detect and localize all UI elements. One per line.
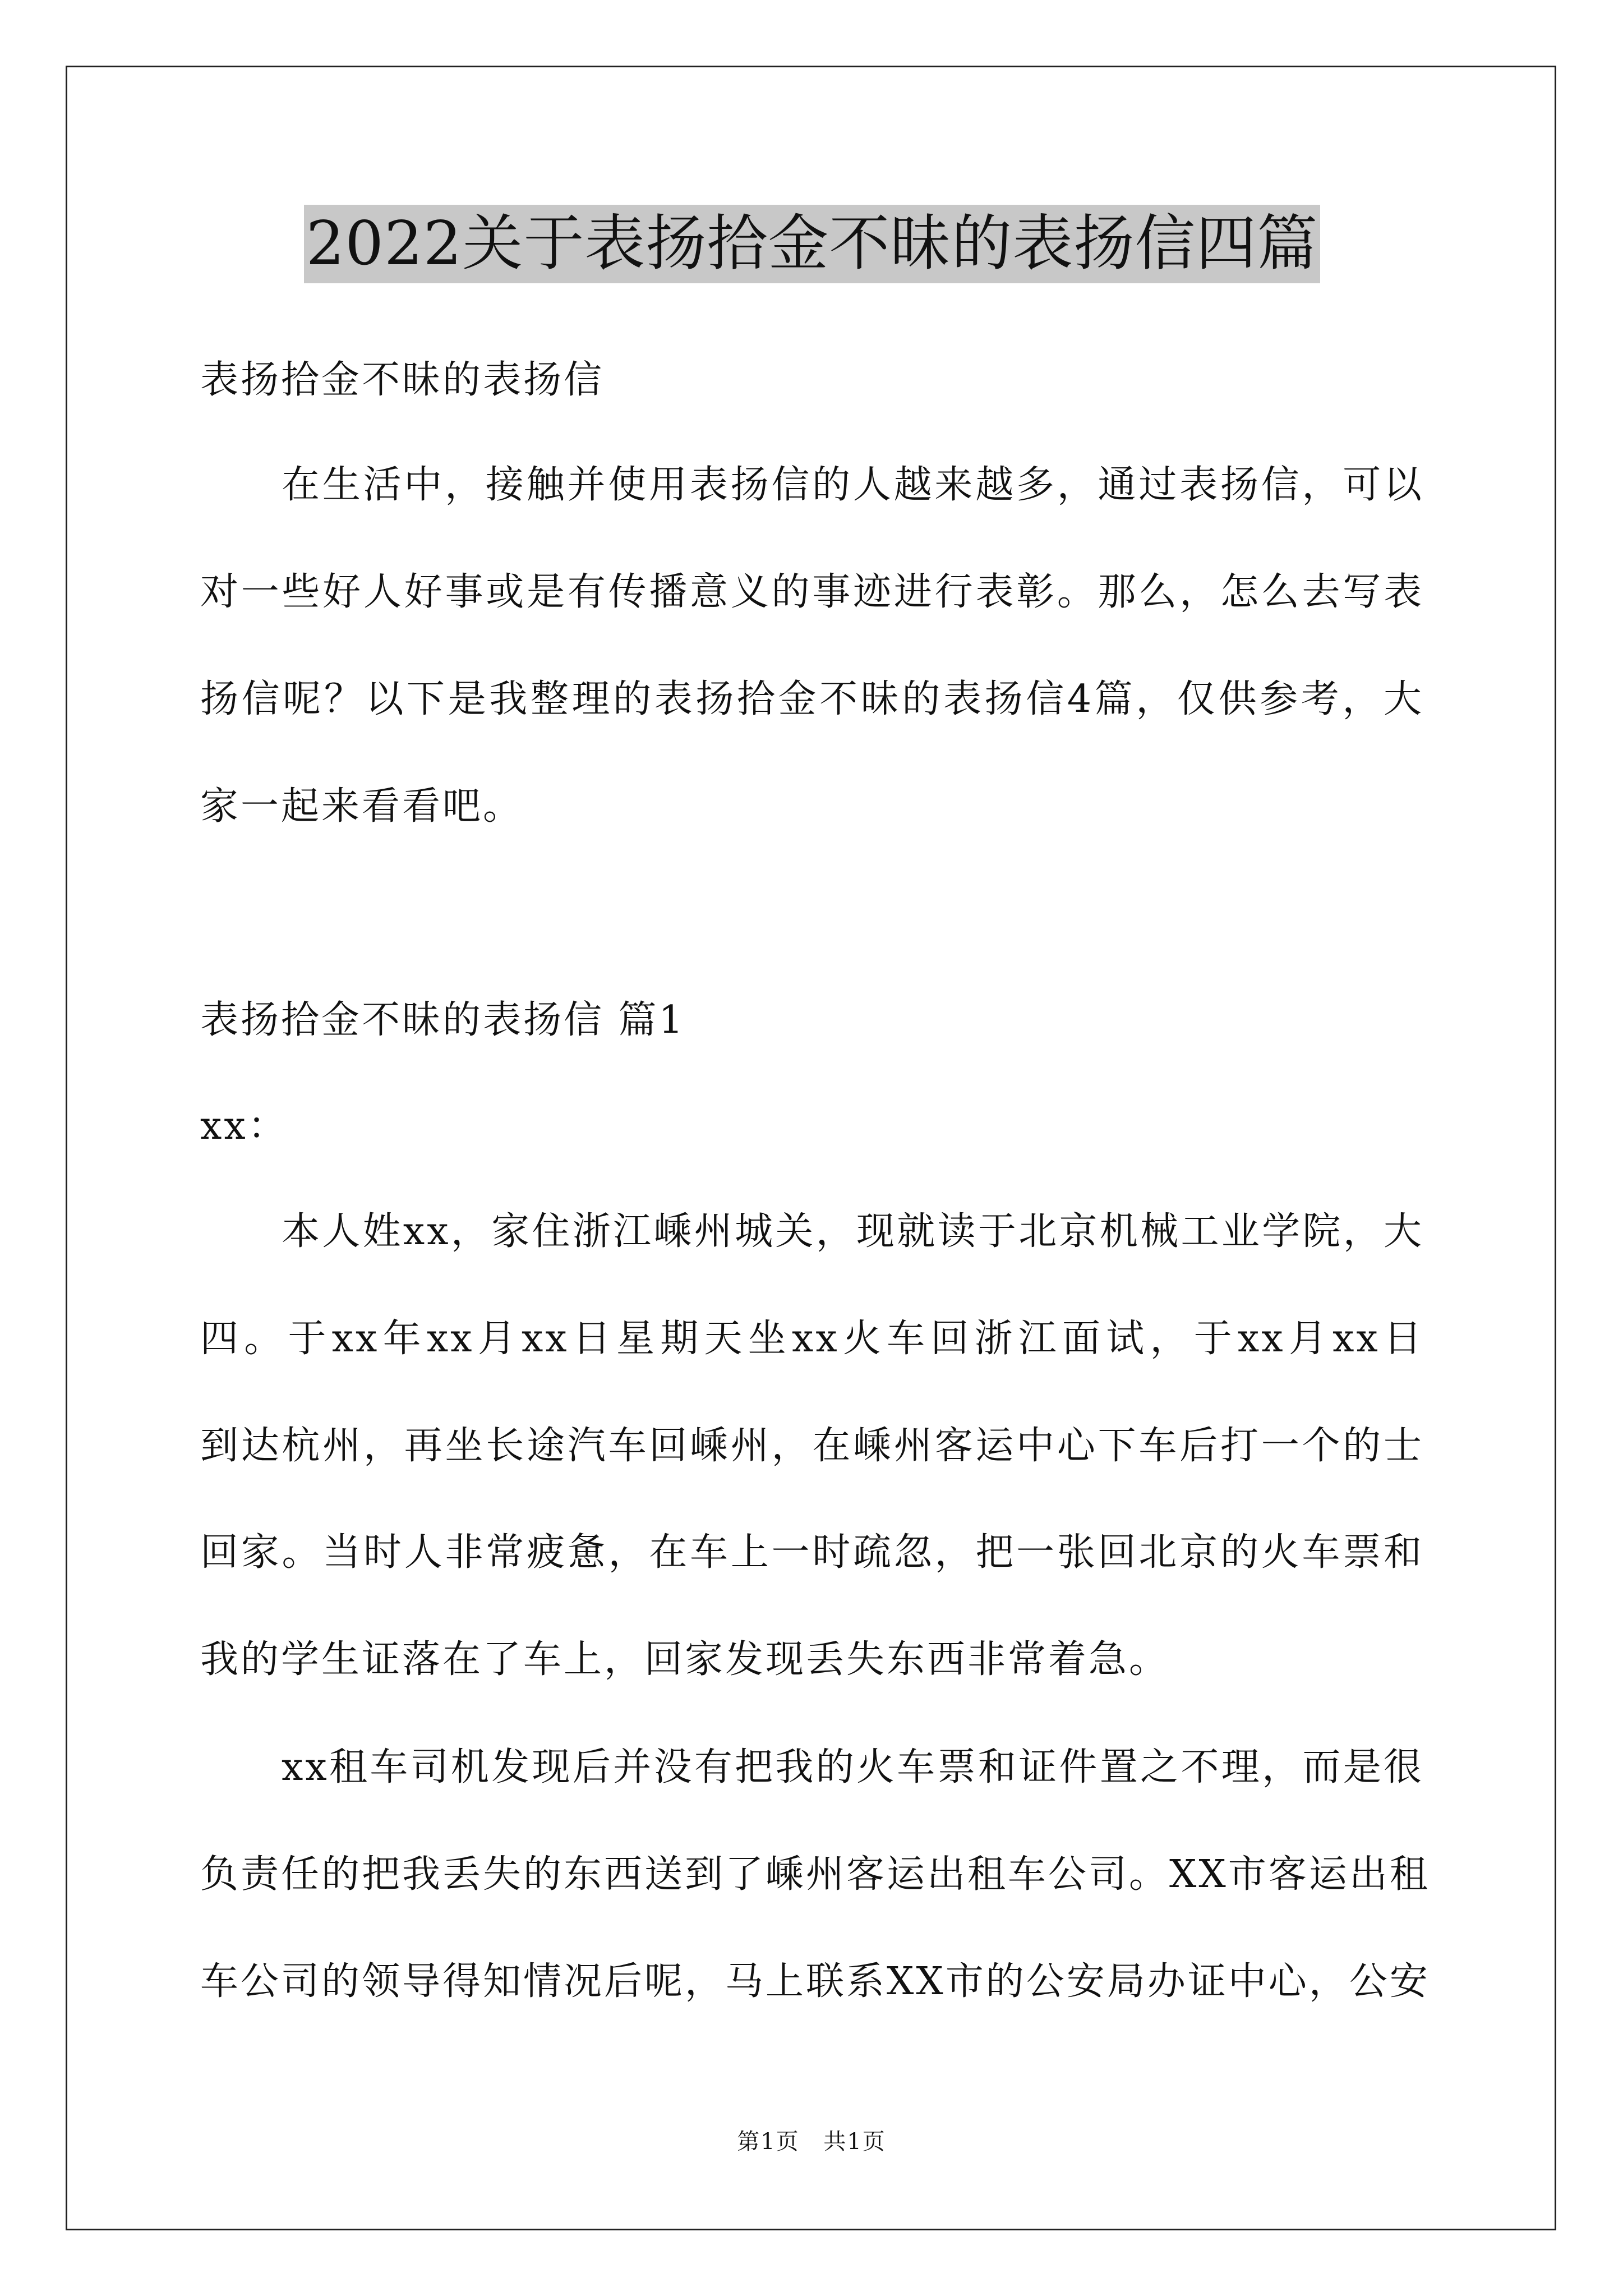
page-total: 共1页 <box>823 2129 886 2155</box>
paragraph-line: 对一些好人好事或是有传播意义的事迹进行表彰。那么，怎么去写表 <box>200 570 1424 614</box>
paragraph-line: 四。于xx年xx月xx日星期天坐xx火车回浙江面试，于xx月xx日 <box>200 1317 1424 1361</box>
paragraph-line: 到达杭州，再坐长途汽车回嵊州，在嵊州客运中心下车后打一个的士 <box>200 1424 1424 1468</box>
paragraph-line: xx租车司机发现后并没有把我的火车票和证件置之不理，而是很 <box>282 1745 1424 1789</box>
section-heading: 表扬拾金不昧的表扬信 篇1 <box>200 998 685 1042</box>
paragraph-line: 回家。当时人非常疲惫，在车上一时疏忽，把一张回北京的火车票和 <box>200 1530 1424 1575</box>
paragraph-line: 在生活中，接触并使用表扬信的人越来越多，通过表扬信，可以 <box>282 463 1424 507</box>
paragraph-line: 本人姓xx，家住浙江嵊州城关，现就读于北京机械工业学院，大 <box>282 1209 1424 1254</box>
paragraph-line: 我的学生证落在了车上，回家发现丢失东西非常着急。 <box>200 1637 1170 1682</box>
page-number: 第1页 <box>737 2129 800 2155</box>
paragraph-line: 车公司的领导得知情况后呢，马上联系XX市的公安局办证中心，公安 <box>200 1959 1430 2004</box>
salutation: xx： <box>200 1104 288 1148</box>
paragraph-line: 扬信呢？以下是我整理的表扬拾金不昧的表扬信4篇，仅供参考，大 <box>200 677 1424 721</box>
title-container <box>200 205 1424 283</box>
paragraph-line: 家一起来看看吧。 <box>200 784 524 829</box>
page-footer <box>0 2126 1623 2157</box>
document-title: 2022关于表扬拾金不昧的表扬信四篇 <box>304 205 1321 283</box>
paragraph-line: 负责任的把我丢失的东西送到了嵊州客运出租车公司。XX市客运出租 <box>200 1852 1430 1897</box>
section-heading: 表扬拾金不昧的表扬信 <box>200 358 605 402</box>
